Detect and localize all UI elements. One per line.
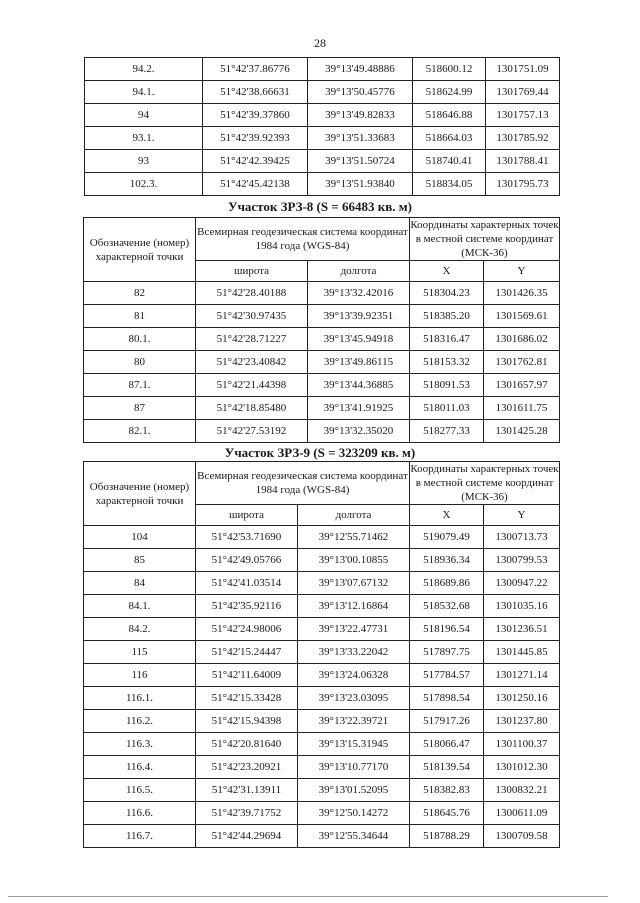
section-title-zr9: Участок ЗРЗ-9 (S = 323209 кв. м) — [224, 445, 416, 460]
longitude-cell: 39°13'44.36885 — [308, 374, 410, 397]
point-cell: 116.3. — [84, 733, 196, 756]
table-row — [84, 664, 560, 687]
point-cell: 81 — [84, 305, 196, 328]
table-row — [85, 173, 560, 196]
y-cell: 1300832.21 — [484, 779, 560, 802]
latitude-cell: 51°42'15.33428 — [196, 687, 298, 710]
table-row — [84, 687, 560, 710]
y-cell: 1300611.09 — [484, 802, 560, 825]
y-cell: 1300709.58 — [484, 825, 560, 848]
point-cell: 94.1. — [85, 81, 203, 104]
y-cell: 1301271.14 — [484, 664, 560, 687]
header-wgs84: Всемирная геодезическая система координат 1984 года (WGS-84) — [196, 218, 410, 261]
point-cell: 82.1. — [84, 420, 196, 443]
y-cell: 1301795.73 — [486, 173, 560, 196]
header-msk36: Координаты характерных точек в местной системе координат (МСК-36) — [410, 463, 559, 503]
table-row — [84, 282, 560, 305]
header-y: Y — [484, 505, 560, 526]
y-cell: 1301769.44 — [486, 81, 560, 104]
latitude-cell: 51°42'28.71227 — [196, 328, 308, 351]
latitude-cell: 51°42'45.42138 — [203, 173, 308, 196]
y-cell: 1301657.97 — [484, 374, 560, 397]
x-cell: 517917.26 — [410, 710, 484, 733]
table-row — [84, 802, 560, 825]
point-cell: 115 — [84, 641, 196, 664]
y-cell: 1300947.22 — [484, 572, 560, 595]
longitude-cell: 39°13'32.42016 — [308, 282, 410, 305]
longitude-cell: 39°13'01.52095 — [298, 779, 410, 802]
x-cell: 518153.32 — [410, 351, 484, 374]
x-cell: 518834.05 — [413, 173, 486, 196]
x-cell: 519079.49 — [410, 526, 484, 549]
point-cell: 116.1. — [84, 687, 196, 710]
x-cell: 518788.29 — [410, 825, 484, 848]
y-cell: 1301236.51 — [484, 618, 560, 641]
latitude-cell: 51°42'53.71690 — [196, 526, 298, 549]
longitude-cell: 39°13'51.33683 — [308, 127, 413, 150]
header-x: X — [410, 261, 484, 282]
y-cell: 1301611.75 — [484, 397, 560, 420]
x-cell: 518740.41 — [413, 150, 486, 173]
y-cell: 1301035.16 — [484, 595, 560, 618]
latitude-cell: 51°42'15.94398 — [196, 710, 298, 733]
table-row — [84, 420, 560, 443]
y-cell: 1301757.13 — [486, 104, 560, 127]
longitude-cell: 39°12'55.34644 — [298, 825, 410, 848]
point-cell: 94 — [85, 104, 203, 127]
point-cell: 104 — [84, 526, 196, 549]
latitude-cell: 51°42'42.39425 — [203, 150, 308, 173]
longitude-cell: 39°13'51.50724 — [308, 150, 413, 173]
x-cell: 518011.03 — [410, 397, 484, 420]
x-cell: 518645.76 — [410, 802, 484, 825]
table-row — [84, 825, 560, 848]
latitude-cell: 51°42'35.92116 — [196, 595, 298, 618]
point-cell: 116 — [84, 664, 196, 687]
point-cell: 80 — [84, 351, 196, 374]
section-title-zr8: Участок ЗРЗ-8 (S = 66483 кв. м) — [228, 199, 412, 214]
table-row — [84, 756, 560, 779]
y-cell: 1301012.30 — [484, 756, 560, 779]
point-cell: 87.1. — [84, 374, 196, 397]
latitude-cell: 51°42'21.44398 — [196, 374, 308, 397]
latitude-cell: 51°42'18.85480 — [196, 397, 308, 420]
longitude-cell: 39°13'49.86115 — [308, 351, 410, 374]
table-row — [84, 374, 560, 397]
longitude-cell: 39°12'50.14272 — [298, 802, 410, 825]
latitude-cell: 51°42'39.71752 — [196, 802, 298, 825]
table-row — [85, 81, 560, 104]
x-cell: 518066.47 — [410, 733, 484, 756]
latitude-cell: 51°42'39.92393 — [203, 127, 308, 150]
point-cell: 102.3. — [85, 173, 203, 196]
x-cell: 518532.68 — [410, 595, 484, 618]
longitude-cell: 39°13'12.16864 — [298, 595, 410, 618]
x-cell: 518936.34 — [410, 549, 484, 572]
point-cell: 93.1. — [85, 127, 203, 150]
point-cell: 116.6. — [84, 802, 196, 825]
y-cell: 1301426.35 — [484, 282, 560, 305]
header-latitude: широта — [196, 261, 308, 282]
table-row — [84, 779, 560, 802]
latitude-cell: 51°42'49.05766 — [196, 549, 298, 572]
longitude-cell: 39°12'55.71462 — [298, 526, 410, 549]
table-row — [85, 104, 560, 127]
table-row — [85, 127, 560, 150]
longitude-cell: 39°13'33.22042 — [298, 641, 410, 664]
table-row — [84, 351, 560, 374]
longitude-cell: 39°13'22.39721 — [298, 710, 410, 733]
table-row — [85, 150, 560, 173]
longitude-cell: 39°13'32.35020 — [308, 420, 410, 443]
x-cell: 518196.54 — [410, 618, 484, 641]
point-cell: 116.7. — [84, 825, 196, 848]
y-cell: 1301250.16 — [484, 687, 560, 710]
point-cell: 116.2. — [84, 710, 196, 733]
point-cell: 85 — [84, 549, 196, 572]
header-point-designation: Обозначение (номер) характерной точки — [84, 462, 196, 526]
latitude-cell: 51°42'27.53192 — [196, 420, 308, 443]
longitude-cell: 39°13'22.47731 — [298, 618, 410, 641]
header-point-designation: Обозначение (номер) характерной точки — [84, 218, 196, 282]
point-cell: 84 — [84, 572, 196, 595]
longitude-cell: 39°13'07.67132 — [298, 572, 410, 595]
latitude-cell: 51°42'15.24447 — [196, 641, 298, 664]
x-cell: 518664.03 — [413, 127, 486, 150]
header-latitude: широта — [196, 505, 298, 526]
x-cell: 518385.20 — [410, 305, 484, 328]
coordinates-table-continued — [84, 57, 560, 196]
latitude-cell: 51°42'44.29694 — [196, 825, 298, 848]
latitude-cell: 51°42'39.37860 — [203, 104, 308, 127]
y-cell: 1301237.80 — [484, 710, 560, 733]
x-cell: 517784.57 — [410, 664, 484, 687]
longitude-cell: 39°13'51.93840 — [308, 173, 413, 196]
y-cell: 1301569.61 — [484, 305, 560, 328]
x-cell: 518646.88 — [413, 104, 486, 127]
y-cell: 1301686.02 — [484, 328, 560, 351]
header-msk36: Координаты характерных точек в местной системе координат (МСК-36) — [410, 219, 559, 259]
point-cell: 84.2. — [84, 618, 196, 641]
x-cell: 518277.33 — [410, 420, 484, 443]
table-row — [84, 733, 560, 756]
x-cell: 518139.54 — [410, 756, 484, 779]
page-bottom-edge — [8, 896, 608, 897]
table-row — [85, 58, 560, 81]
point-cell: 116.4. — [84, 756, 196, 779]
latitude-cell: 51°42'20.81640 — [196, 733, 298, 756]
y-cell: 1301445.85 — [484, 641, 560, 664]
table-row — [84, 641, 560, 664]
coordinates-table-zr8 — [83, 217, 560, 443]
y-cell: 1300713.73 — [484, 526, 560, 549]
longitude-cell: 39°13'49.82833 — [308, 104, 413, 127]
point-cell: 80.1. — [84, 328, 196, 351]
longitude-cell: 39°13'23.03095 — [298, 687, 410, 710]
header-y: Y — [484, 261, 560, 282]
y-cell: 1301425.28 — [484, 420, 560, 443]
longitude-cell: 39°13'41.91925 — [308, 397, 410, 420]
y-cell: 1301785.92 — [486, 127, 560, 150]
header-longitude: долгота — [308, 261, 410, 282]
x-cell: 518316.47 — [410, 328, 484, 351]
x-cell: 517897.75 — [410, 641, 484, 664]
point-cell: 116.5. — [84, 779, 196, 802]
latitude-cell: 51°42'38.66631 — [203, 81, 308, 104]
point-cell: 84.1. — [84, 595, 196, 618]
page-number: 28 — [314, 36, 326, 50]
longitude-cell: 39°13'49.48886 — [308, 58, 413, 81]
table-row — [84, 549, 560, 572]
y-cell: 1301100.37 — [484, 733, 560, 756]
latitude-cell: 51°42'23.40842 — [196, 351, 308, 374]
table-row — [84, 572, 560, 595]
y-cell: 1301788.41 — [486, 150, 560, 173]
latitude-cell: 51°42'31.13911 — [196, 779, 298, 802]
longitude-cell: 39°13'15.31945 — [298, 733, 410, 756]
point-cell: 87 — [84, 397, 196, 420]
x-cell: 518624.99 — [413, 81, 486, 104]
header-wgs84: Всемирная геодезическая система координат 1984 года (WGS-84) — [196, 462, 410, 505]
point-cell: 94.2. — [85, 58, 203, 81]
point-cell: 82 — [84, 282, 196, 305]
y-cell: 1300799.53 — [484, 549, 560, 572]
longitude-cell: 39°13'24.06328 — [298, 664, 410, 687]
latitude-cell: 51°42'41.03514 — [196, 572, 298, 595]
coordinates-table-zr9 — [83, 461, 560, 848]
x-cell: 518382.83 — [410, 779, 484, 802]
point-cell: 93 — [85, 150, 203, 173]
table-row — [84, 328, 560, 351]
header-longitude: долгота — [298, 505, 410, 526]
x-cell: 518689.86 — [410, 572, 484, 595]
longitude-cell: 39°13'39.92351 — [308, 305, 410, 328]
table-row — [84, 710, 560, 733]
header-x: X — [410, 505, 484, 526]
table-row — [84, 526, 560, 549]
table-row — [84, 305, 560, 328]
table-row — [84, 618, 560, 641]
table-row — [84, 595, 560, 618]
x-cell: 518304.23 — [410, 282, 484, 305]
x-cell: 517898.54 — [410, 687, 484, 710]
x-cell: 518600.12 — [413, 58, 486, 81]
y-cell: 1301751.09 — [486, 58, 560, 81]
latitude-cell: 51°42'30.97435 — [196, 305, 308, 328]
latitude-cell: 51°42'24.98006 — [196, 618, 298, 641]
latitude-cell: 51°42'28.40188 — [196, 282, 308, 305]
longitude-cell: 39°13'00.10855 — [298, 549, 410, 572]
latitude-cell: 51°42'23.20921 — [196, 756, 298, 779]
y-cell: 1301762.81 — [484, 351, 560, 374]
table-row — [84, 397, 560, 420]
latitude-cell: 51°42'37.86776 — [203, 58, 308, 81]
longitude-cell: 39°13'10.77170 — [298, 756, 410, 779]
x-cell: 518091.53 — [410, 374, 484, 397]
longitude-cell: 39°13'50.45776 — [308, 81, 413, 104]
longitude-cell: 39°13'45.94918 — [308, 328, 410, 351]
latitude-cell: 51°42'11.64009 — [196, 664, 298, 687]
